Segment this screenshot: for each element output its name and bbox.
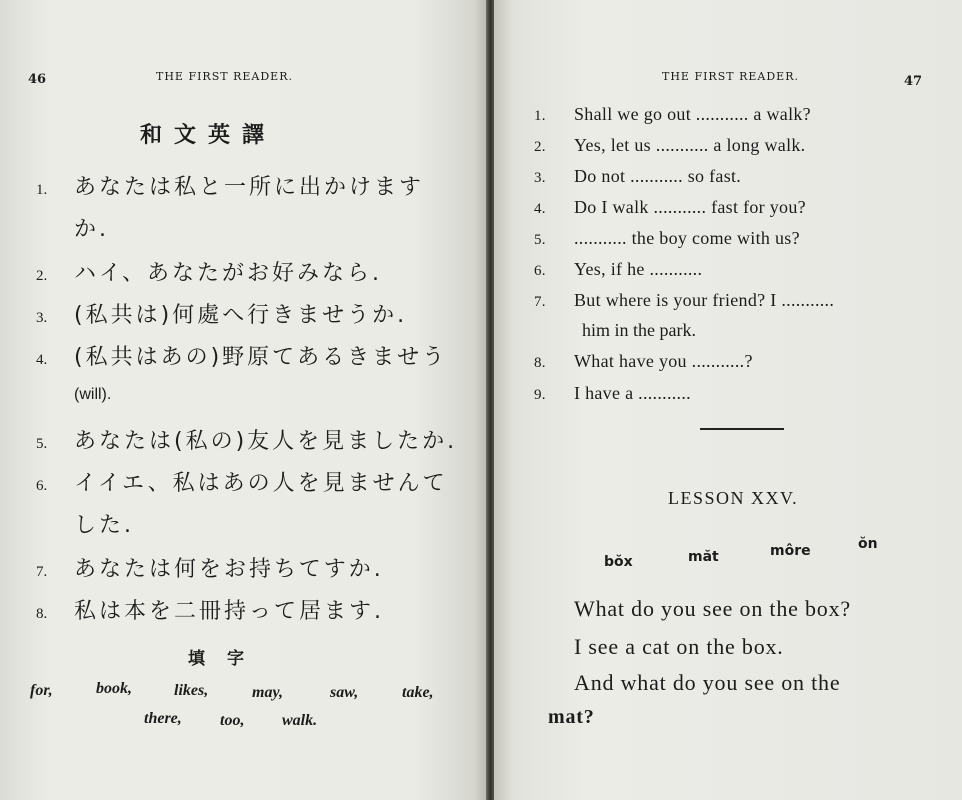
vocab-word: ŏn <box>858 536 878 552</box>
vocab-word: bŏx <box>604 554 633 570</box>
fill-word: take, <box>402 684 434 701</box>
reading-line: mat? <box>548 706 595 728</box>
en-item: 3. Do not ........... so fast. <box>534 166 742 186</box>
reading-line: I see a cat on the box. <box>574 634 784 659</box>
reading-line: And what do you see on the <box>574 670 841 695</box>
vocab-word: măt <box>688 549 719 565</box>
fill-word: there, <box>144 710 182 727</box>
en-item: 5. ........... the boy come with us? <box>534 228 800 248</box>
section-divider <box>700 428 784 430</box>
fill-word: too, <box>220 712 245 729</box>
fill-word: saw, <box>330 684 359 701</box>
exercise-heading: 和文英譯 <box>140 123 277 148</box>
right-running-head: THE FIRST READER. <box>662 70 799 83</box>
en-item: 4. Do I walk ........... fast for you? <box>534 197 806 217</box>
vocab-word: môre <box>770 543 811 559</box>
fill-in-heading: 填字 <box>188 649 266 669</box>
en-item: 6. Yes, if he ........... <box>534 259 703 279</box>
jp-item: 2. ハイ、あなたがお好みなら. <box>36 261 383 286</box>
right-page <box>494 0 962 800</box>
fill-word: may, <box>252 684 283 701</box>
jp-item-continuation: (will). <box>74 386 112 403</box>
left-running-head: THE FIRST READER. <box>156 70 293 83</box>
en-item-continuation: him in the park. <box>582 320 696 340</box>
jp-item-continuation: か. <box>74 217 109 242</box>
lesson-title: LESSON XXV. <box>668 488 799 508</box>
jp-item: 3. (私共は)何處へ行きませうか. <box>36 303 408 328</box>
reading-line: What do you see on the box? <box>574 596 851 621</box>
jp-item: 6. イイエ、私はあの人を見ませんて <box>36 471 448 496</box>
jp-item: 5. あなたは(私の)友人を見ましたか. <box>36 429 458 454</box>
fill-word: book, <box>96 680 132 697</box>
fill-word: likes, <box>174 682 209 699</box>
en-item: 9. I have a ........... <box>534 383 691 403</box>
en-item: 7. But where is your friend? I ........... <box>534 290 835 310</box>
jp-item: 1. あなたは私と一所に出かけます <box>36 175 425 200</box>
en-item: 2. Yes, let us ........... a long walk. <box>534 135 806 155</box>
fill-word: for, <box>30 682 53 699</box>
fill-word: walk. <box>282 712 318 729</box>
jp-item-continuation: した. <box>74 513 134 538</box>
left-page-number: 46 <box>28 72 47 87</box>
jp-item: 8. 私は本を二冊持って居ます. <box>36 599 384 624</box>
right-page-number: 47 <box>904 74 923 89</box>
en-item: 8. What have you ...........? <box>534 351 753 371</box>
en-item: 1. Shall we go out ........... a walk? <box>534 104 811 124</box>
jp-item: 7. あなたは何をお持ちてすか. <box>36 557 384 582</box>
jp-item: 4. (私共はあの)野原てあるきませう <box>36 345 448 370</box>
